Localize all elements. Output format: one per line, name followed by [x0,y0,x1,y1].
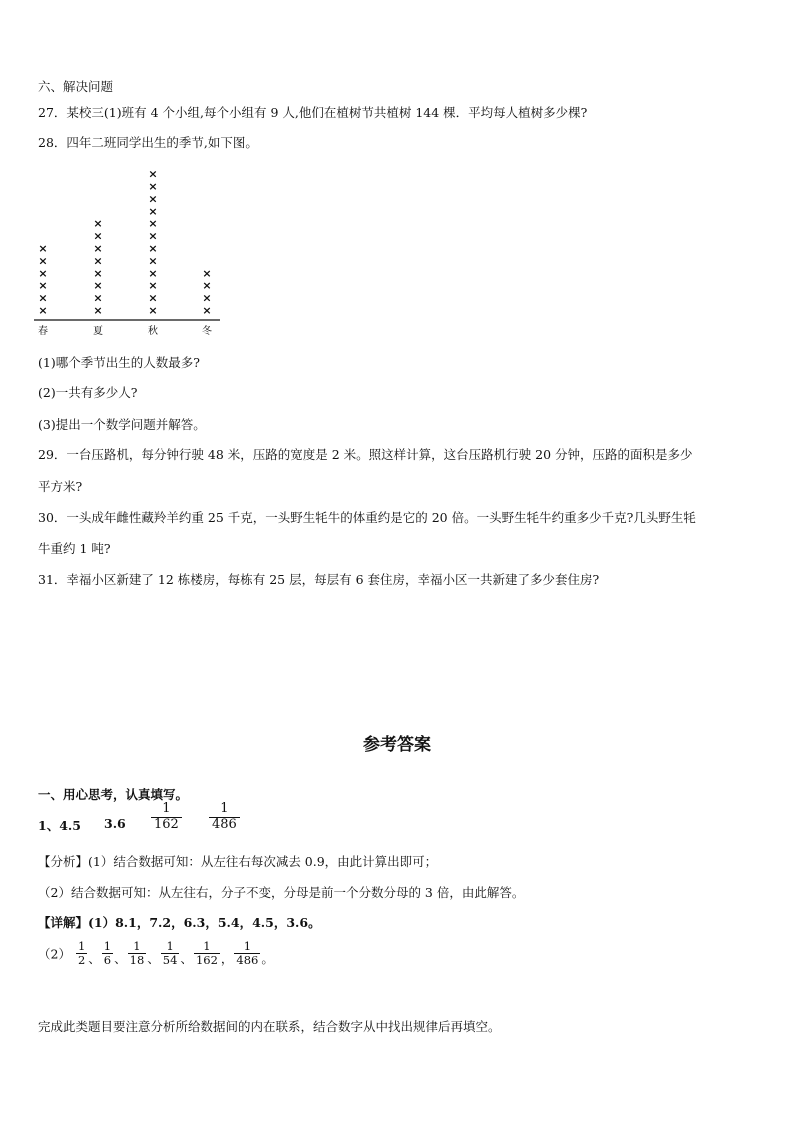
fraction-numerator: 1 [166,939,174,953]
cross-mark: × [148,229,158,243]
fraction-separator: ， [220,951,234,967]
cross-mark: × [148,217,158,231]
fraction-separator: 、 [88,951,101,967]
answers-section-one: 一、用心思考，认真填写。 [38,787,189,802]
question-28-sub3: (3)提出一个数学问题并解答。 [38,417,206,432]
cross-mark: × [38,266,48,280]
cross-mark: × [202,304,212,317]
question-29-line1: 29．一台压路机，每分钟行驶 48 米，压路的宽度是 2 米。照这样计算，这台压路机行驶 20 分钟，压路的面积是多少 [38,447,693,462]
sequence-fraction [102,940,113,967]
cross-mark: × [148,291,158,305]
cross-mark: × [93,266,103,280]
summary-line: 完成此类题目要注意分析所给数据间的内在联系，结合数字从中找出规律后再填空。 [38,1019,501,1034]
fraction-denominator: 6 [103,953,112,968]
question-30-line1: 30．一头成年雌性藏羚羊约重 25 千克，一头野生牦牛的体重约是它的 20 倍。一头野生牦牛约重多少千克?几头野生牦 [38,510,696,525]
fraction-numerator: 1 [203,939,211,953]
answer-1-fraction-1 [151,802,182,833]
detail-2-prefix: （2） [38,946,71,962]
cross-mark: × [148,167,158,181]
cross-mark: × [148,192,158,206]
fraction-denominator: 162 [195,953,218,968]
category-label: 秋 [148,326,158,337]
cross-mark: × [93,229,103,243]
question-28-sub2: (2)一共有多少人? [38,385,138,400]
question-28: 28．四年二班同学出生的季节,如下图。 [38,135,258,150]
question-29-line2: 平方米? [38,479,83,494]
cross-mark: × [148,204,158,218]
category-label: 春 [38,326,48,337]
fraction-denominator: 486 [236,953,259,968]
cross-mark: × [148,266,158,280]
sequence-fraction [76,940,87,967]
analysis-line-1: 【分析】(1）结合数据可知：从左往右每次减去 0.9，由此计算出即可； [38,854,438,869]
cross-mark: × [93,279,103,293]
cross-mark: × [148,304,158,317]
fraction-numerator: 1 [103,939,112,953]
cross-mark: × [202,291,212,305]
fraction-denominator: 162 [151,817,182,833]
cross-mark: × [38,254,48,268]
detail-line-2 [38,940,274,980]
fraction-separator: 。 [261,951,274,967]
sequence-fraction [161,940,180,967]
answer-1-fraction-2 [209,802,240,833]
cross-mark: × [148,279,158,293]
cross-mark: × [148,242,158,255]
fraction-numerator: 1 [243,939,252,953]
cross-mark: × [93,291,103,305]
cross-mark: × [93,304,103,317]
season-cross-chart [30,160,230,340]
cross-mark: × [148,254,158,268]
cross-mark: × [93,217,103,231]
answer-1-prefix: 1、4.5 [38,818,81,833]
section-heading: 六、解决问题 [38,79,114,94]
cross-mark: × [38,304,48,317]
fraction-denominator: 486 [209,817,240,833]
cross-mark: × [202,266,212,280]
cross-mark: × [93,254,103,268]
cross-mark: × [93,242,103,255]
cross-mark: × [148,180,158,193]
question-30-line2: 牛重约 1 吨? [38,541,111,556]
category-label: 冬 [202,326,212,337]
cross-mark: × [202,279,212,293]
fraction-separator: 、 [147,951,160,967]
question-28-sub1: (1)哪个季节出生的人数最多? [38,355,200,370]
detail-2-fractions [75,939,274,968]
fraction-denominator: 2 [77,953,86,968]
sequence-fraction [234,940,260,967]
category-label: 夏 [93,326,103,337]
fraction-separator: 、 [114,951,127,967]
fraction-denominator: 54 [162,953,178,968]
cross-mark: × [38,291,48,305]
question-31: 31．幸福小区新建了 12 栋楼房，每栋有 25 层，每层有 6 套住房，幸福小区一共新建了多少套住房? [38,572,600,587]
answers-title: 参考答案 [363,735,431,755]
sequence-fraction [194,940,220,967]
sequence-fraction [128,940,147,967]
detail-line-1: 【详解】(1）8.1，7.2，6.3，5.4，4.5，3.6。 [38,915,321,930]
cross-mark: × [38,242,48,255]
fraction-denominator: 18 [129,953,145,968]
analysis-line-2: （2）结合数据可知：从左往右，分子不变，分母是前一个分数分母的 3 倍，由此解答。 [38,885,525,900]
cross-mark: × [38,279,48,293]
fraction-numerator: 1 [162,801,171,816]
question-27: 27．某校三(1)班有 4 个小组,每个小组有 9 人,他们在植树节共植树 144 棵．平均每人植树多少棵? [38,105,588,120]
fraction-numerator: 1 [77,939,86,953]
fraction-numerator: 1 [220,801,229,816]
answer-1-value2: 3.6 [104,816,126,831]
fraction-separator: 、 [180,951,193,967]
fraction-numerator: 1 [133,939,141,953]
